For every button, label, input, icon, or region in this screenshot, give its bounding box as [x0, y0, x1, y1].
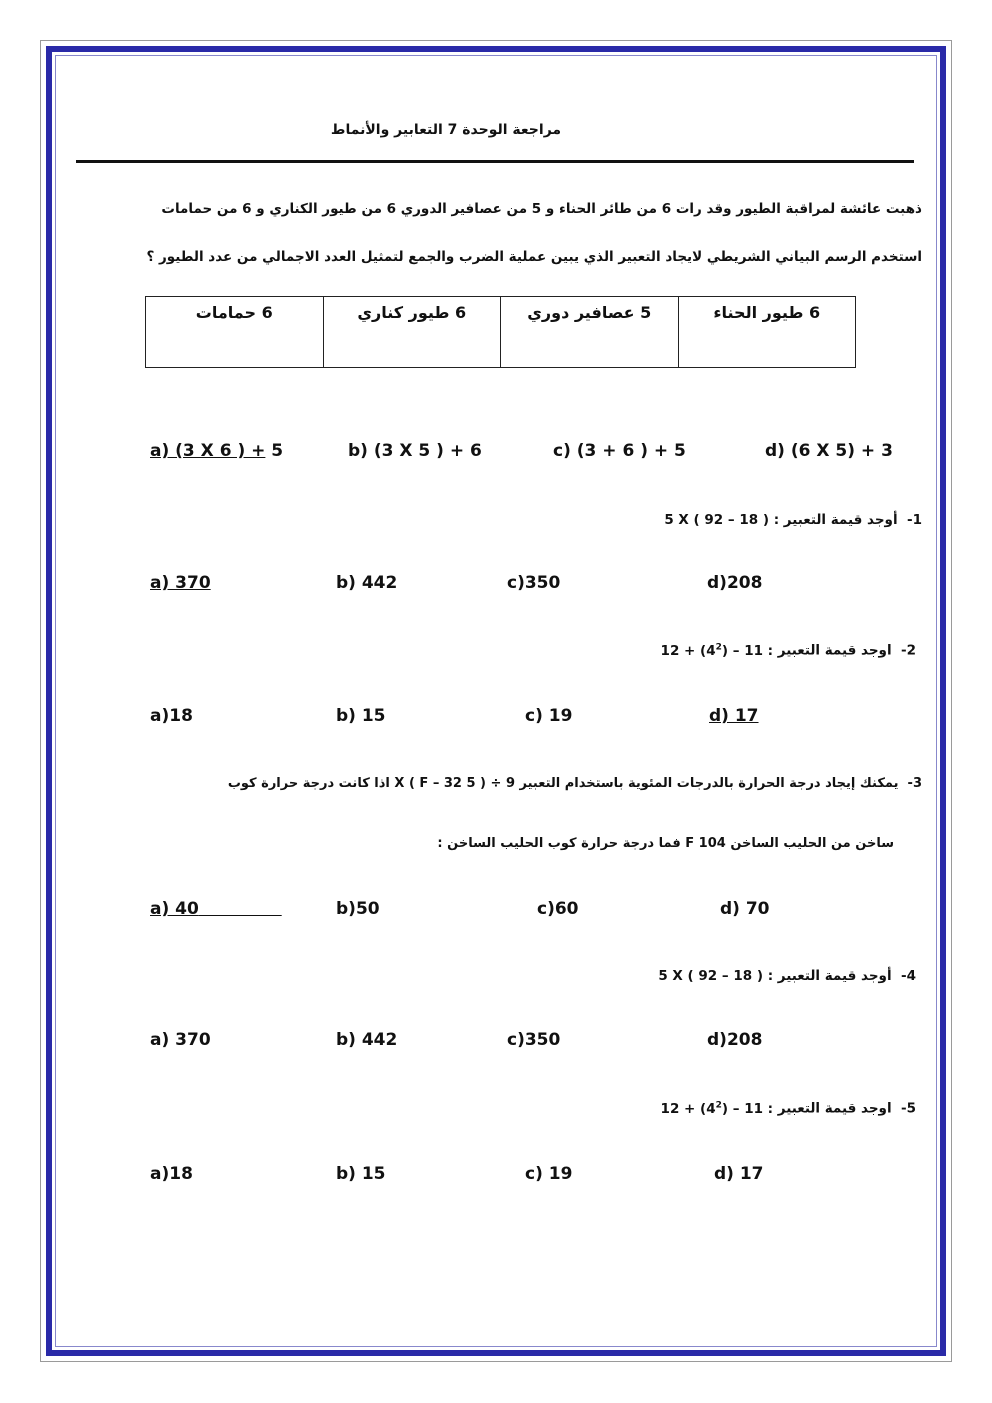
q1-option-c[interactable]: c)350	[507, 573, 561, 593]
q1-option-d[interactable]: d)208	[707, 573, 763, 593]
bird-bar-table	[145, 296, 856, 368]
q0-option-b[interactable]: b) (3 X 5 ) + 6	[348, 441, 482, 461]
q2-prompt: 2- اوجد قيمة التعبير $12 + (4^2) - 11$ :	[660, 642, 916, 659]
q4-option-d[interactable]: d)208	[707, 1030, 763, 1050]
q2-option-c[interactable]: c) 19	[525, 706, 573, 726]
q5-option-b[interactable]: b) 15	[336, 1164, 386, 1184]
q3-option-c[interactable]: c)60	[537, 899, 579, 919]
q0-option-c[interactable]: c) (3 + 6 ) + 5	[553, 441, 686, 461]
q1-prompt: 1- أوجد قيمة التعبير 5 X ( 92 – 18 ) :	[664, 512, 922, 528]
q3-option-a[interactable]: a) 40	[150, 899, 199, 919]
q2-option-d[interactable]: d) 17	[709, 706, 759, 726]
q1-option-a[interactable]: a) 370	[150, 573, 211, 593]
q3-prompt-line-1: 3- يمكنك إيجاد درجة الحرارة بالدرجات المئوية باستخدام التعبير 9 ÷ ( 5 X ( F – 32 اذا كانت درجة حرارة كوب	[227, 776, 922, 791]
bird-cell: 6 طيور الحناء	[678, 297, 856, 368]
bird-cell: 6 حمامات	[146, 297, 324, 368]
intro-line-2: استخدم الرسم البياني الشريطي لايجاد التعبير الذي يبين عملية الضرب والجمع لتمثيل العدد الاجمالي من عدد الطيور ؟	[146, 249, 922, 265]
q3-prompt-line-2: ساخن من الحليب الساخن F 104 فما درجة حرارة كوب الحليب الساخن :	[437, 836, 894, 851]
q1-option-b[interactable]: b) 442	[336, 573, 398, 593]
q3-option-d[interactable]: d) 70	[720, 899, 770, 919]
bird-cell: 6 طيور كناري	[323, 297, 501, 368]
q0-option-d[interactable]: d) (6 X 5) + 3	[765, 441, 893, 461]
q5-option-a[interactable]: a)18	[150, 1164, 193, 1184]
q5-option-c[interactable]: c) 19	[525, 1164, 573, 1184]
q0-option-a[interactable]: a) (3 X 6 ) + 5	[150, 441, 284, 461]
q4-option-b[interactable]: b) 442	[336, 1030, 398, 1050]
q3-option-b[interactable]: b)50	[336, 899, 380, 919]
page-title: مراجعة الوحدة 7 التعابير والأنماط	[330, 122, 562, 138]
intro-line-1: ذهبت عائشة لمراقبة الطيور وقد رات 6 من طائر الحناء و 5 من عصافير الدوري 6 من طيور الكناري و 6 من حمامات	[161, 201, 922, 217]
q4-option-a[interactable]: a) 370	[150, 1030, 211, 1050]
q2-option-a[interactable]: a)18	[150, 706, 193, 726]
q4-option-c[interactable]: c)350	[507, 1030, 561, 1050]
q5-prompt: 5- اوجد قيمة التعبير $12 + (4^2) - 11$ :	[660, 1100, 916, 1117]
bird-cell: 5 عصافير دوري	[501, 297, 679, 368]
q4-prompt: 4- أوجد قيمة التعبير 5 X ( 92 – 18 ) :	[658, 968, 916, 984]
q2-option-b[interactable]: b) 15	[336, 706, 386, 726]
title-divider	[76, 160, 914, 163]
q5-option-d[interactable]: d) 17	[714, 1164, 764, 1184]
